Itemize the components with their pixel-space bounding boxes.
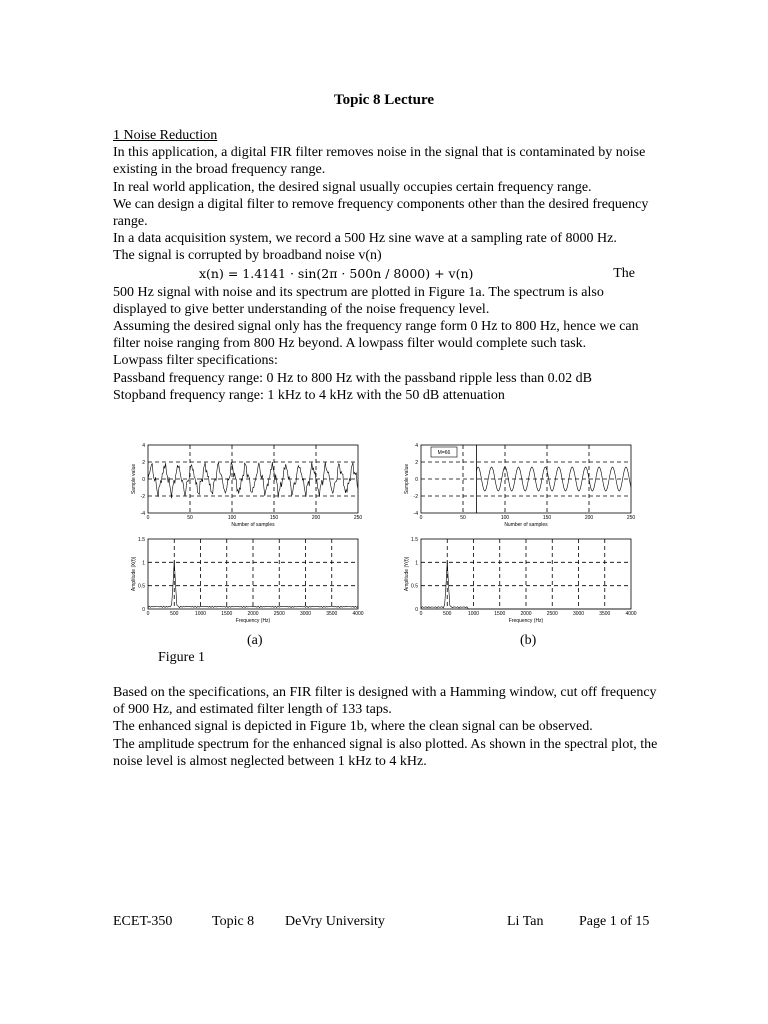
plot-b-time-y-tick-label: 0	[415, 477, 418, 483]
plot-b-freq-x-tick-label: 3500	[599, 611, 611, 617]
plot-a-freq-x-tick-label: 500	[170, 611, 179, 617]
figure-label-b: (b)	[520, 633, 537, 648]
plot-b-freq-y-tick-label: 0.5	[411, 583, 418, 590]
plot-a-time-y-tick-label: 4	[142, 443, 145, 449]
figure-plots	[118, 437, 658, 632]
plot-a-freq-x-tick-label: 1000	[194, 611, 207, 617]
paragraph: The amplitude spectrum for the enhanced signal is also plotted. As shown in the spectral plot, the noise level is almost neglected between 1 kHz to 4 kHz.	[113, 736, 658, 769]
plot-a-time-x-tick-label: 150	[269, 515, 279, 521]
plot-a-freq-y-tick-label: 1	[142, 560, 145, 567]
equation-line	[113, 265, 658, 284]
plot-b-freq-y-tick-label: 0	[415, 607, 418, 613]
plot-a-freq-y-axis-label: Amplitude |X(f)|	[131, 556, 137, 592]
plot-a-time-x-tick-label: 50	[187, 515, 193, 521]
plot-a-freq-x-tick-label: 4000	[352, 611, 364, 617]
page-title: Topic 8 Lecture	[334, 92, 434, 108]
paragraph: Based on the specifications, an FIR filter is designed with a Hamming window, cut off frequency of 900 Hz, and estimated filter length of 133 taps.	[113, 685, 657, 718]
footer-course: ECET-350	[113, 914, 173, 929]
paragraph: Lowpass filter specifications:	[113, 353, 278, 369]
plot-b-time-x-tick-label: 200	[584, 515, 594, 521]
plot-a-freq-x-tick-label: 3500	[326, 611, 338, 617]
plot-b-freq-x-tick-label: 500	[443, 611, 452, 617]
footer-author: Li Tan	[507, 914, 544, 929]
plot-b-freq-x-tick-label: 0	[419, 611, 423, 617]
paragraph: 500 Hz signal with noise and its spectrum are plotted in Figure 1a. The spectrum is also displayed to give better understanding of the noise frequency level.	[113, 284, 604, 317]
section-heading: 1 Noise Reduction	[113, 128, 218, 143]
paragraph: The signal is corrupted by broadband noise v(n)	[113, 248, 382, 264]
paragraph: In this application, a digital FIR filter removes noise in the signal that is contaminated by noise existing in the broad frequency range.	[113, 145, 646, 178]
plot-a-freq-x-tick-label: 1500	[221, 611, 233, 617]
plot-a-time-x-axis-label: Number of samples	[231, 522, 275, 528]
plot-a-time-y-tick-label: -2	[140, 494, 145, 500]
plot-b-time-y-tick-label: -4	[413, 511, 418, 517]
paragraph: Assuming the desired signal only has the frequency range form 0 Hz to 800 Hz, hence we can filter noise ranging from 800 Hz beyond. A lowpass filter would complete such task.	[113, 319, 639, 352]
footer-topic: Topic 8	[212, 914, 255, 929]
plot-a-freq-y-tick-label: 1.5	[138, 537, 145, 543]
plot-a-freq-x-tick-label: 2000	[247, 611, 259, 617]
plot-b-freq-y-tick-label: 1.5	[411, 537, 418, 543]
plot-b-time-x-tick-label: 100	[500, 515, 510, 521]
figure-1	[118, 437, 658, 687]
plot-a-time-x-tick-label: 250	[353, 515, 363, 521]
plot-b-time-x-tick-label: 50	[460, 515, 466, 521]
plot-b-freq-x-tick-label: 1000	[467, 611, 480, 617]
plot-b-time-x-tick-label: 150	[542, 515, 552, 521]
footer-school: DeVry University	[285, 914, 385, 929]
plot-b-time-x-axis-label: Number of samples	[504, 522, 548, 528]
body-text-bottom	[113, 684, 658, 770]
plot-b-freq-x-tick-label: 2500	[546, 611, 558, 617]
plot-b-time-x-tick-label: 250	[626, 515, 636, 521]
paragraph: In a data acquisition system, we record a 500 Hz sine wave at a sampling rate of 8000 Hz.	[113, 231, 617, 247]
plot-b-freq-x-tick-label: 2000	[520, 611, 532, 617]
paragraph: We can design a digital filter to remove frequency components other than the desired frequency range.	[113, 196, 649, 230]
plot-a-freq-y-tick-label: 0.5	[138, 583, 145, 590]
paragraph: Stopband frequency range: 1 kHz to 4 kHz with the 50 dB attenuation	[113, 387, 505, 403]
plot-b-freq-y-tick-label: 1	[415, 560, 418, 567]
plot-a-freq-x-tick-label: 0	[146, 611, 150, 617]
plot-b-freq-y-axis-label: Amplitude |Y(f)|	[404, 556, 410, 592]
plot-a-time-x-tick-label: 100	[227, 515, 237, 521]
equation: x(n) = 1.4141 · sin(2π · 500n / 8000) + v(n)	[199, 265, 474, 281]
plot-b-freq-x-tick-label: 4000	[625, 611, 637, 617]
plot-b-time-x-tick-label: 0	[419, 515, 423, 521]
figure-label-a: (a)	[247, 633, 263, 648]
paragraph: Passband frequency range: 0 Hz to 800 Hz with the passband ripple less than 0.02 dB	[113, 370, 593, 386]
plot-a-freq-y-tick-label: 0	[142, 607, 145, 613]
plot-a-time-y-tick-label: -4	[140, 511, 145, 517]
plot-b-time-y-tick-label: 2	[415, 460, 418, 466]
plot-a-time-y-tick-label: 2	[142, 460, 145, 466]
body-text-top	[113, 127, 658, 404]
plot-a-freq-x-axis-label: Frequency (Hz)	[235, 618, 271, 624]
plot-b-freq-x-tick-label: 3000	[572, 611, 585, 617]
paragraph: The enhanced signal is depicted in Figure 1b, where the clean signal can be observed.	[113, 719, 593, 735]
plot-b-freq-x-axis-label: Frequency (Hz)	[508, 618, 544, 624]
plot-b-time-y-tick-label: 4	[415, 443, 418, 449]
plot-b-freq-x-tick-label: 1500	[494, 611, 506, 617]
equation-trailing-text: The	[613, 265, 635, 281]
plot-b-time-y-tick-label: -2	[413, 494, 418, 500]
plot-a-freq-x-tick-label: 2500	[273, 611, 285, 617]
plot-b-time-y-axis-label: Sample value	[404, 463, 410, 495]
plot-a-time-x-tick-label: 200	[311, 515, 321, 521]
plot-a-freq-x-tick-label: 3000	[299, 611, 312, 617]
plot-a-time-x-tick-label: 0	[146, 515, 150, 521]
plot-a-time-y-tick-label: 0	[142, 477, 145, 483]
paragraph: In real world application, the desired signal usually occupies certain frequency range.	[113, 179, 592, 195]
plot-a-time-signal-line	[148, 462, 358, 498]
figure-caption: Figure 1	[158, 650, 206, 665]
plot-a-time-y-axis-label: Sample value	[131, 463, 137, 495]
footer-page-number: Page 1 of 15	[579, 914, 650, 929]
delay-annotation-label: M=66	[437, 450, 451, 456]
